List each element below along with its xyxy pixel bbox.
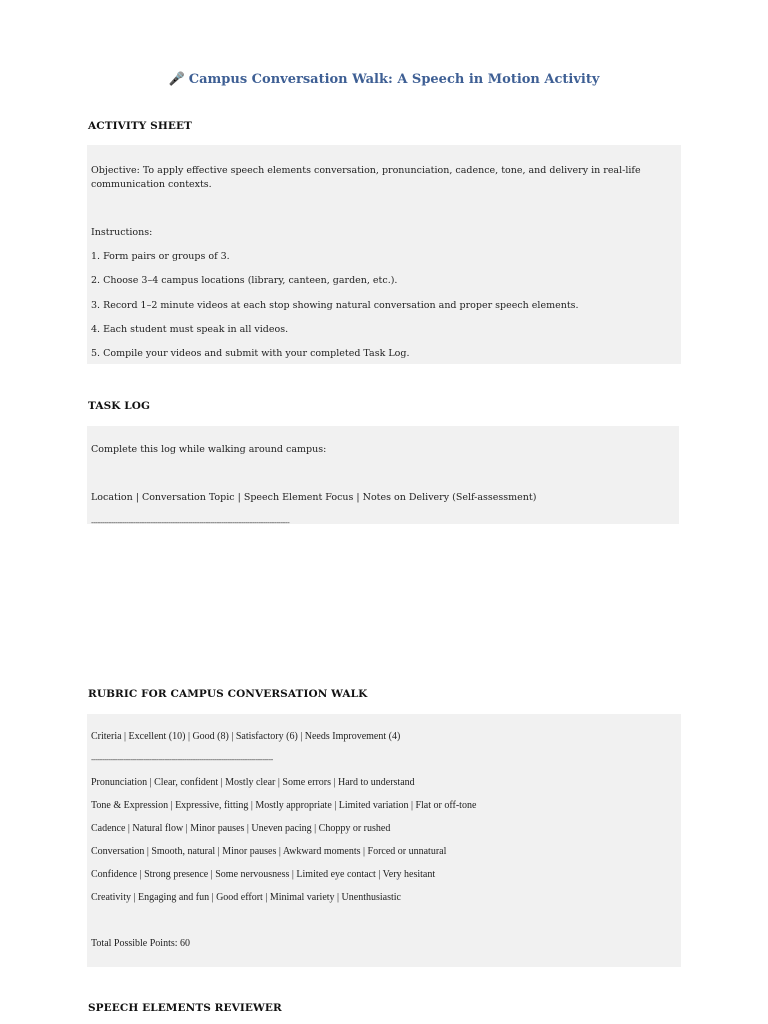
task-log-columns: Location | Conversation Topic | Speech Element Focus | Notes on Delivery (Self-assessment) <box>91 492 537 503</box>
reviewer-heading: SPEECH ELEMENTS REVIEWER <box>88 1002 282 1014</box>
rubric-separator: ------------------------------------------------------------------------------------ <box>91 755 273 764</box>
rubric-row: Pronunciation | Clear, confident | Mostly clear | Some errors | Hard to understand <box>91 777 415 788</box>
task-log-intro: Complete this log while walking around campus: <box>91 444 327 455</box>
task-log-heading: TASK LOG <box>88 400 151 412</box>
rubric-header-row: Criteria | Excellent (10) | Good (8) | Satisfactory (6) | Needs Improvement (4) <box>91 731 401 742</box>
rubric-row: Confidence | Strong presence | Some nervousness | Limited eye contact | Very hesitant <box>91 869 436 880</box>
rubric-heading: RUBRIC FOR CAMPUS CONVERSATION WALK <box>88 688 368 700</box>
rubric-row: Cadence | Natural flow | Minor pauses | Uneven pacing | Choppy or rushed <box>91 823 391 834</box>
rubric-total: Total Possible Points: 60 <box>91 938 191 949</box>
instruction-step: 5. Compile your videos and submit with your completed Task Log. <box>91 348 410 359</box>
rubric-row: Tone & Expression | Expressive, fitting | Mostly appropriate | Limited variation | Flat or off-tone <box>91 800 477 811</box>
document-title-text: Campus Conversation Walk: A Speech in Motion Activity <box>188 72 600 87</box>
task-log-box <box>87 426 679 524</box>
activity-sheet-heading: ACTIVITY SHEET <box>88 120 192 132</box>
rubric-row: Creativity | Engaging and fun | Good effort | Minimal variety | Unenthusiastic <box>91 892 401 903</box>
instruction-step: 3. Record 1–2 minute videos at each stop showing natural conversation and proper speech elements. <box>91 300 579 311</box>
instruction-step: 2. Choose 3–4 campus locations (library, canteen, garden, etc.). <box>91 275 398 286</box>
microphone-icon: 🎤 <box>168 72 185 87</box>
objective-text: Objective: To apply effective speech elements conversation, pronunciation, cadence, tone, and delivery in real-life communication contexts. <box>91 165 641 190</box>
instruction-step: 1. Form pairs or groups of 3. <box>91 251 230 262</box>
rubric-row: Conversation | Smooth, natural | Minor pauses | Awkward moments | Forced or unnatural <box>91 846 447 857</box>
instruction-step: 4. Each student must speak in all videos. <box>91 324 289 335</box>
instructions-label: Instructions: <box>91 227 153 238</box>
rubric-box <box>87 714 681 967</box>
document-title <box>0 72 768 87</box>
task-log-separator: ------------------------------------------------------------------------------------------ <box>91 518 290 527</box>
